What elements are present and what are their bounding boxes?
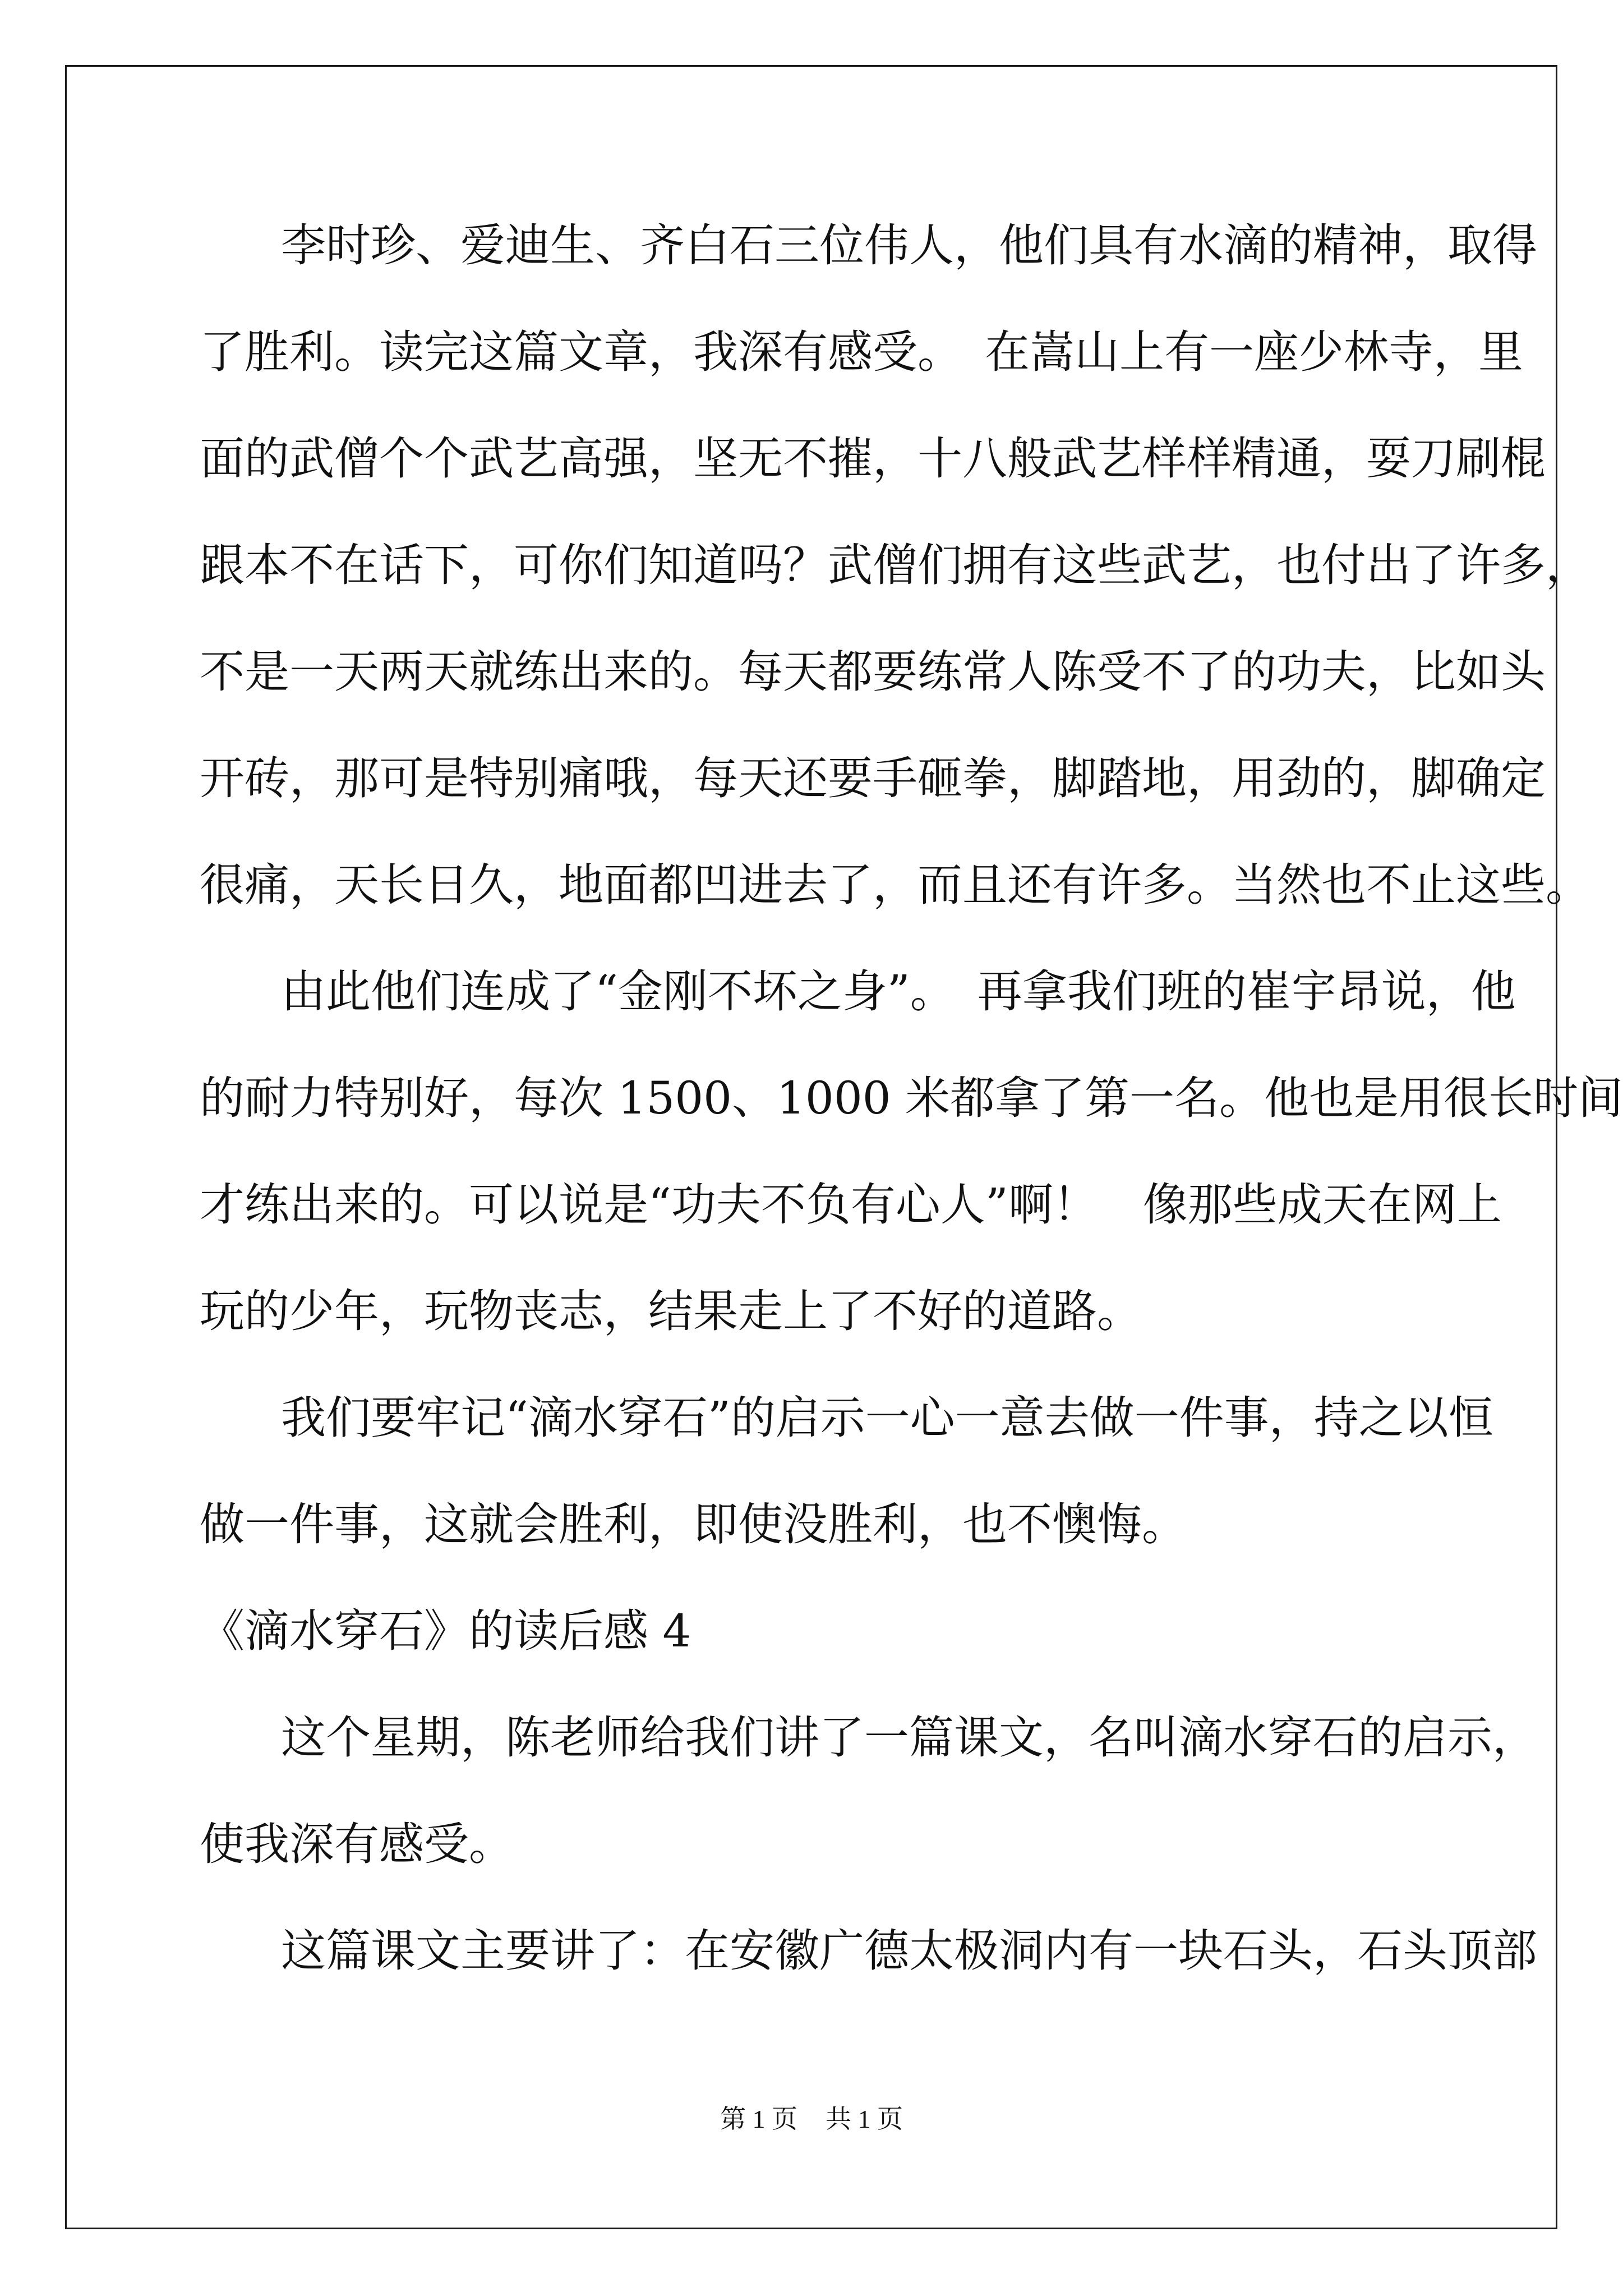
paragraph-line: 这篇课文主要讲了：在安徽广德太极洞内有一块石头，石头顶部 xyxy=(281,1925,1537,1977)
paragraph-line: 很痛，天长日久，地面都凹进去了，而且还有许多。当然也不止这些。 xyxy=(200,859,1590,911)
page-footer xyxy=(0,2102,1623,2136)
paragraph-line: 开砖，那可是特别痛哦，每天还要手砸拳，脚踏地，用劲的，脚确定 xyxy=(200,752,1546,804)
paragraph-line: 不是一天两天就练出来的。每天都要练常人陈受不了的功夫，比如头 xyxy=(200,646,1546,698)
paragraph-line: 我们要牢记“滴水穿石”的启示一心一意去做一件事，持之以恒 xyxy=(281,1392,1493,1444)
section-heading: 《滴水穿石》的读后感 4 xyxy=(200,1605,691,1657)
paragraph-line: 的耐力特别好，每次 1500、1000 米都拿了第一名。他也是用很长时间 xyxy=(200,1072,1623,1124)
page-border xyxy=(65,65,1623,2229)
page-number: 第 1 页 xyxy=(720,2105,797,2133)
paragraph-line: 使我深有感受。 xyxy=(200,1818,514,1870)
paragraph-line: 玩的少年，玩物丧志，结果走上了不好的道路。 xyxy=(200,1285,1142,1337)
paragraph-line: 面的武僧个个武艺高强，坚无不摧，十八般武艺样样精通，耍刀刷棍 xyxy=(200,432,1546,485)
paragraph-line: 这个星期，陈老师给我们讲了一篇课文，名叫滴水穿石的启示， xyxy=(281,1711,1537,1764)
paragraph-line: 做一件事，这就会胜利，即使没胜利，也不懊悔。 xyxy=(200,1498,1187,1550)
paragraph-line: 才练出来的。可以说是“功夫不负有心人”啊！ 像那些成天在网上 xyxy=(200,1179,1502,1231)
page-total: 共 1 页 xyxy=(826,2105,903,2133)
paragraph-line: 由此他们连成了“金刚不坏之身”。 再拿我们班的崔宇昂说，他 xyxy=(281,965,1516,1018)
paragraph-line: 跟本不在话下，可你们知道吗？武僧们拥有这些武艺，也付出了许多， xyxy=(200,539,1590,591)
paragraph-line: 李时珍、爱迪生、齐白石三位伟人，他们具有水滴的精神，取得 xyxy=(281,219,1537,272)
paragraph-line: 了胜利。读完这篇文章，我深有感受。 在嵩山上有一座少林寺，里 xyxy=(200,326,1523,378)
